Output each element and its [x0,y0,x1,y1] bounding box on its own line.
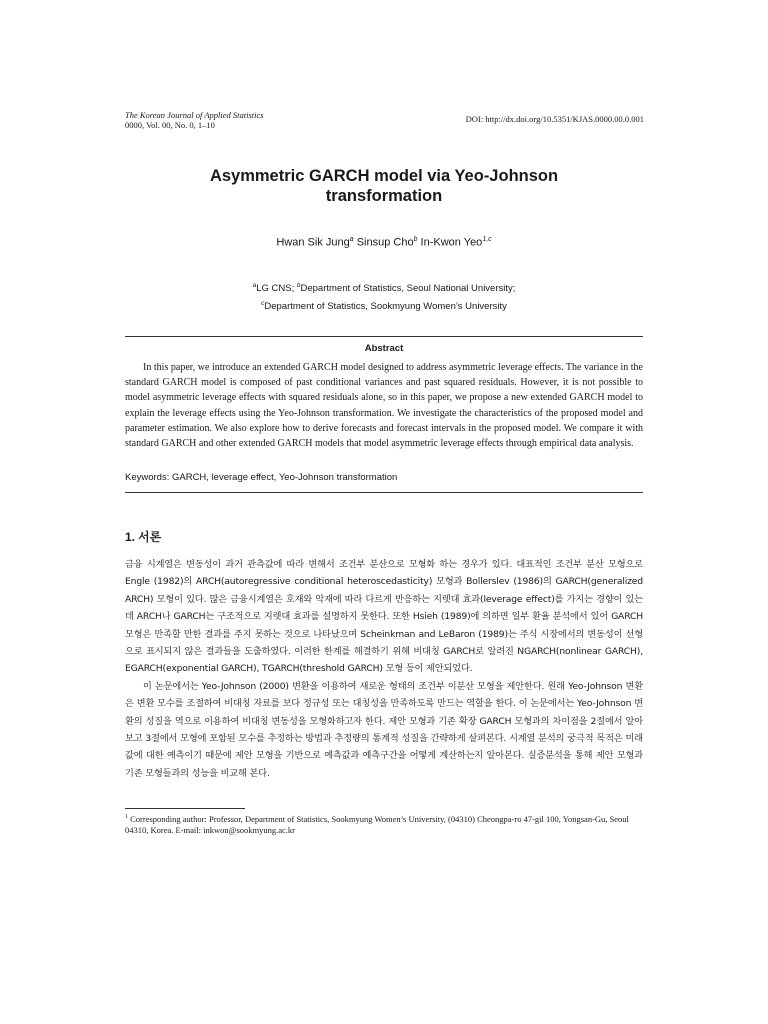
title-line-2: transformation [325,187,443,205]
journal-info [125,110,264,130]
body-paragraph: 금융 시계열은 변동성이 과거 관측값에 따라 변해서 조건부 분산으로 모형화 하는 경우가 있다. 대표적인 조건부 분산 모형으로 Engle (1982)의 ARCH(autoregressive conditional heteroscedasticity) 모형과 Bollerslev (1986)의 GARCH(generalized ARCH) 모형이 있다. 많은 금융시계열은 호재와 악재에 따라 다르게 반응하는 지렛대 효과(leverage effect)를 가지는 경향이 있는데 ARCH나 GARCH는 구조적으로 지렛대 효과를 설명하지 못한다. 또한 Hsieh (1989)에 의하면 일부 환율 분석에서 있어 GARCH 모형은 만족할 만한 결과를 주지 못하는 것으로 나타났으며 Scheinkman and LeBaron (1989)는 주식 시장에서의 변동성이 선형으로 표시되지 않은 결과들을 도출하였다. 이러한 한계를 해결하기 위해 비대칭 GARCH로 알려진 NGARCH(nonlinear GARCH), EGARCH(exponential GARCH), TGARCH(threshold GARCH) 모형 등이 제안되었다. [125,559,643,675]
affiliations [120,278,648,314]
author-mark: b [413,236,418,243]
journal-volume: 0000, Vol. 00, No. 0, 1–10 [125,120,215,130]
footnote-rule [125,808,245,809]
footnote-mark: 1 [125,814,128,820]
affil-mark: a [252,282,257,289]
section-heading [125,528,161,545]
abstract-bottom-rule [125,492,643,493]
author-mark: a [349,236,354,243]
affil-mark: b [296,282,301,289]
author-name: In-Kwon Yeo [420,236,483,249]
body-paragraph: 이 논문에서는 Yeo-Johnson (2000) 변환을 이용하여 새로운 형태의 조건부 이분산 모형을 제안한다. 원래 Yeo-Johnson 변환은 변환 모수를 조절하여 비대칭 자료를 보다 정규성 또는 대칭성을 만족하도록 만드는 역할을 한다. 이 논문에서는 Yeo-Johnson 변환의 성질을 역으로 이용하여 비대칭 변동성을 모형화하고자 한다. 제안 모형과 기존 확장 GARCH 모형과의 차이점을 2절에서 알아보고 3절에서 모형에 포함된 모수를 추정하는 방법과 추정량의 통계적 성질을 간략하게 살펴본다. 시계열 분석의 궁극적 목적은 미래 값에 대한 예측이기 때문에 제안 모형을 기반으로 예측값과 예측구간을 어떻게 계산하는지 알아본다. 실증분석을 통해 제안 모형과 기존 모형들과의 성능을 비교해 본다. [125,680,643,779]
abstract-text: In this paper, we introduce an extended GARCH model designed to address asymmetric leverage effects. The variance in the standard GARCH model is composed of past conditional variances and past squared residuals. However, it is not possible to model asymmetric leverage effects with squared residuals alone, so in this paper, we propose a new extended GARCH model to explain the leverage effects using the Yeo-Johnson transformation. We investigate the characteristics of the proposed model and parameter estimation. We also explore how to derive forecasts and forecast intervals in the proposed model. We compare it with standard GARCH and other extended GARCH models that model asymmetric leverage effects through empirical data analysis. [125,362,643,450]
author-name: Hwan Sik Jung [276,236,350,249]
affil-mark: c [261,300,265,308]
affil-text: LG CNS; [256,283,295,295]
section-title: 서론 [138,530,162,544]
footnote [125,812,645,836]
paper-title [120,166,648,206]
keywords: Keywords: GARCH, leverage effect, Yeo-Johnson transformation [125,472,398,483]
title-line-1: Asymmetric GARCH model via Yeo-Johnson [209,167,559,185]
author-mark: 1,c [482,236,492,243]
journal-name: The Korean Journal of Applied Statistics [125,110,264,120]
author-name: Sinsup Cho [356,236,414,249]
section-body [125,556,643,782]
author-list [120,236,648,249]
affiliation-line-1 [120,278,648,296]
footnote-text: Corresponding author: Professor, Department of Statistics, Sookmyung Women’s University, (04310) Cheongpa-ro 47-gil 100, Yongsan-Gu, Seoul 04310, Korea. E-mail: inkwon@sookmyung.ac.kr [125,813,629,835]
affiliation-line-2 [120,296,648,314]
section-number: 1. [125,530,136,544]
doi-link[interactable]: DOI: http://dx.doi.org/10.5351/KJAS.0000.00.0.001 [465,114,644,124]
affil-text: Department of Statistics, Sookmyung Women’s University [264,301,507,313]
abstract-heading: Abstract [364,343,404,354]
abstract-top-rule [125,336,643,337]
affil-text: Department of Statistics, Seoul National University; [300,283,516,295]
